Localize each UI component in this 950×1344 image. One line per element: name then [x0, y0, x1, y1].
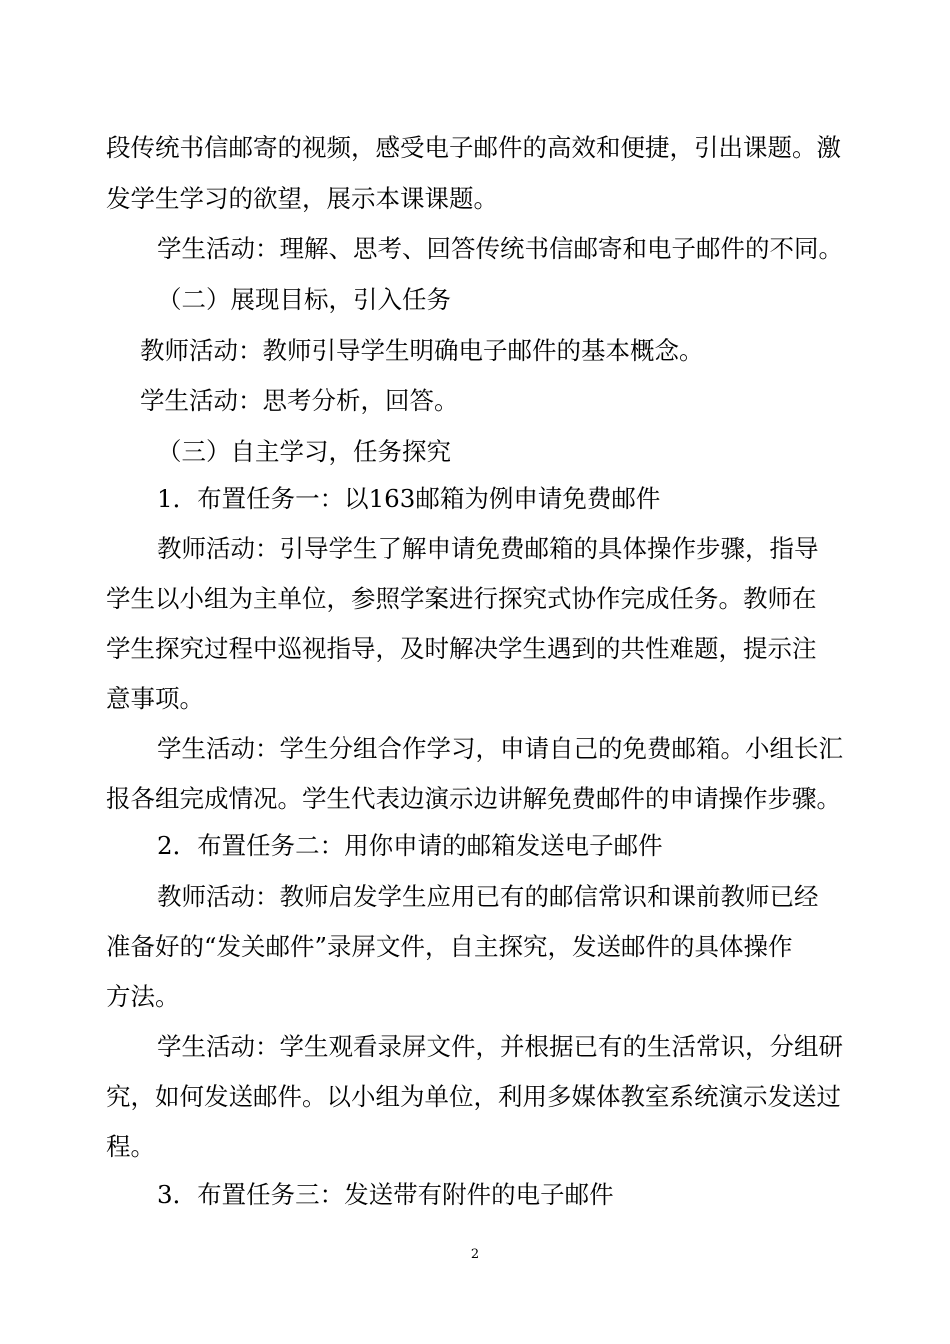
paragraph-line: 准备好的“发关邮件”录屏文件，自主探究，发送邮件的具体操作 [106, 932, 793, 961]
paragraph-line: 程。 [106, 1132, 155, 1161]
paragraph-line: 学生活动：理解、思考、回答传统书信邮寄和电子邮件的不同。 [157, 234, 843, 263]
paragraph-line: 发学生学习的欲望，展示本课课题。 [106, 184, 498, 213]
paragraph-line: 学生探究过程中巡视指导，及时解决学生遇到的共性难题，提示注 [106, 634, 817, 663]
paragraph-line: 学生活动：思考分析，回答。 [140, 386, 459, 415]
paragraph-line: 学生活动：学生观看录屏文件，并根据已有的生活常识，分组研 [157, 1032, 843, 1061]
paragraph-line: 学生以小组为主单位，参照学案进行探究式协作完成任务。教师在 [106, 584, 817, 613]
section-heading: （二）展现目标，引入任务 [157, 285, 451, 314]
paragraph-line: 究，如何发送邮件。以小组为单位，利用多媒体教室系统演示发送过 [106, 1082, 841, 1111]
task-heading: 2．布置任务二：用你申请的邮箱发送电子邮件 [157, 831, 663, 860]
page-number: 2 [470, 1247, 480, 1262]
paragraph-line: 教师活动：教师引导学生明确电子邮件的基本概念。 [140, 336, 704, 365]
section-heading: （三）自主学习，任务探究 [157, 437, 451, 466]
paragraph-line: 方法。 [106, 982, 180, 1011]
task-heading: 1．布置任务一：以163邮箱为例申请免费邮件 [157, 484, 661, 513]
paragraph-line: 报各组完成情况。学生代表边演示边讲解免费邮件的申请操作步骤。 [106, 784, 841, 813]
task-heading: 3．布置任务三：发送带有附件的电子邮件 [157, 1180, 614, 1209]
paragraph-line: 教师活动：引导学生了解申请免费邮箱的具体操作步骤，指导 [157, 534, 819, 563]
paragraph-line: 教师活动：教师启发学生应用已有的邮信常识和课前教师已经 [157, 882, 819, 911]
paragraph-line: 段传统书信邮寄的视频，感受电子邮件的高效和便捷，引出课题。激 [106, 133, 841, 162]
paragraph-line: 意事项。 [106, 684, 204, 713]
paragraph-line: 学生活动：学生分组合作学习，申请自己的免费邮箱。小组长汇 [157, 734, 843, 763]
